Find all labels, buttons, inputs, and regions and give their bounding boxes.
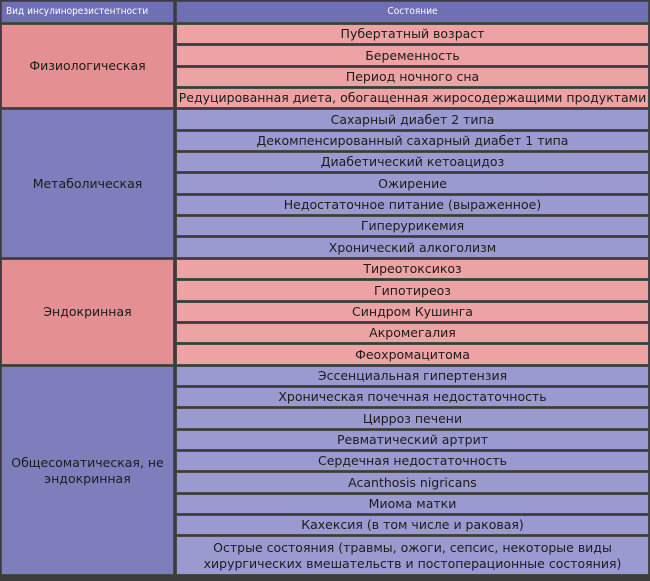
condition-cell: Гиперурикемия (176, 216, 649, 236)
condition-cell: Недостаточное питание (выраженное) (176, 195, 649, 215)
header-type-column: Вид инсулинорезистентности (1, 1, 174, 23)
condition-cell: Сердечная недостаточность (176, 451, 649, 471)
condition-cell: Ожирение (176, 173, 649, 194)
condition-cell: Тиреотоксикоз (176, 259, 649, 279)
condition-cell: Диабетический кетоацидоз (176, 152, 649, 172)
condition-cell: Хроническая почечная недостаточность (176, 387, 649, 407)
condition-cell: Редуцированная диета, обогащенная жиросодержащими продуктами (176, 88, 649, 108)
condition-cell: Феохромацитома (176, 344, 649, 365)
condition-cell: Акромегалия (176, 323, 649, 343)
condition-cell: Синдром Кушинга (176, 302, 649, 322)
condition-cell: Цирроз печени (176, 408, 649, 429)
condition-cell: Гипотиреоз (176, 280, 649, 301)
condition-cell: Период ночного сна (176, 67, 649, 87)
condition-cell: Эссенциальная гипертензия (176, 366, 649, 386)
group-cell: Общесоматическая, не эндокринная (1, 366, 174, 575)
condition-cell: Пубертатный возраст (176, 24, 649, 44)
condition-cell: Миома матки (176, 494, 649, 514)
condition-cell: Декомпенсированный сахарный диабет 1 типа (176, 131, 649, 151)
condition-cell: Кахексия (в том числе и раковая) (176, 515, 649, 535)
condition-cell: Беременность (176, 45, 649, 66)
condition-cell: Acanthosis nigricans (176, 472, 649, 493)
group-cell: Физиологическая (1, 24, 174, 108)
header-condition-column: Состояние (176, 1, 649, 23)
condition-cell: Хронический алкоголизм (176, 237, 649, 258)
condition-cell: Сахарный диабет 2 типа (176, 109, 649, 130)
group-cell: Метаболическая (1, 109, 174, 258)
condition-cell: Ревматический артрит (176, 430, 649, 450)
condition-cell: Острые состояния (травмы, ожоги, сепсис, некоторые виды хирургических вмешательств и постоперационные состояния) (176, 536, 649, 575)
group-cell: Эндокринная (1, 259, 174, 365)
